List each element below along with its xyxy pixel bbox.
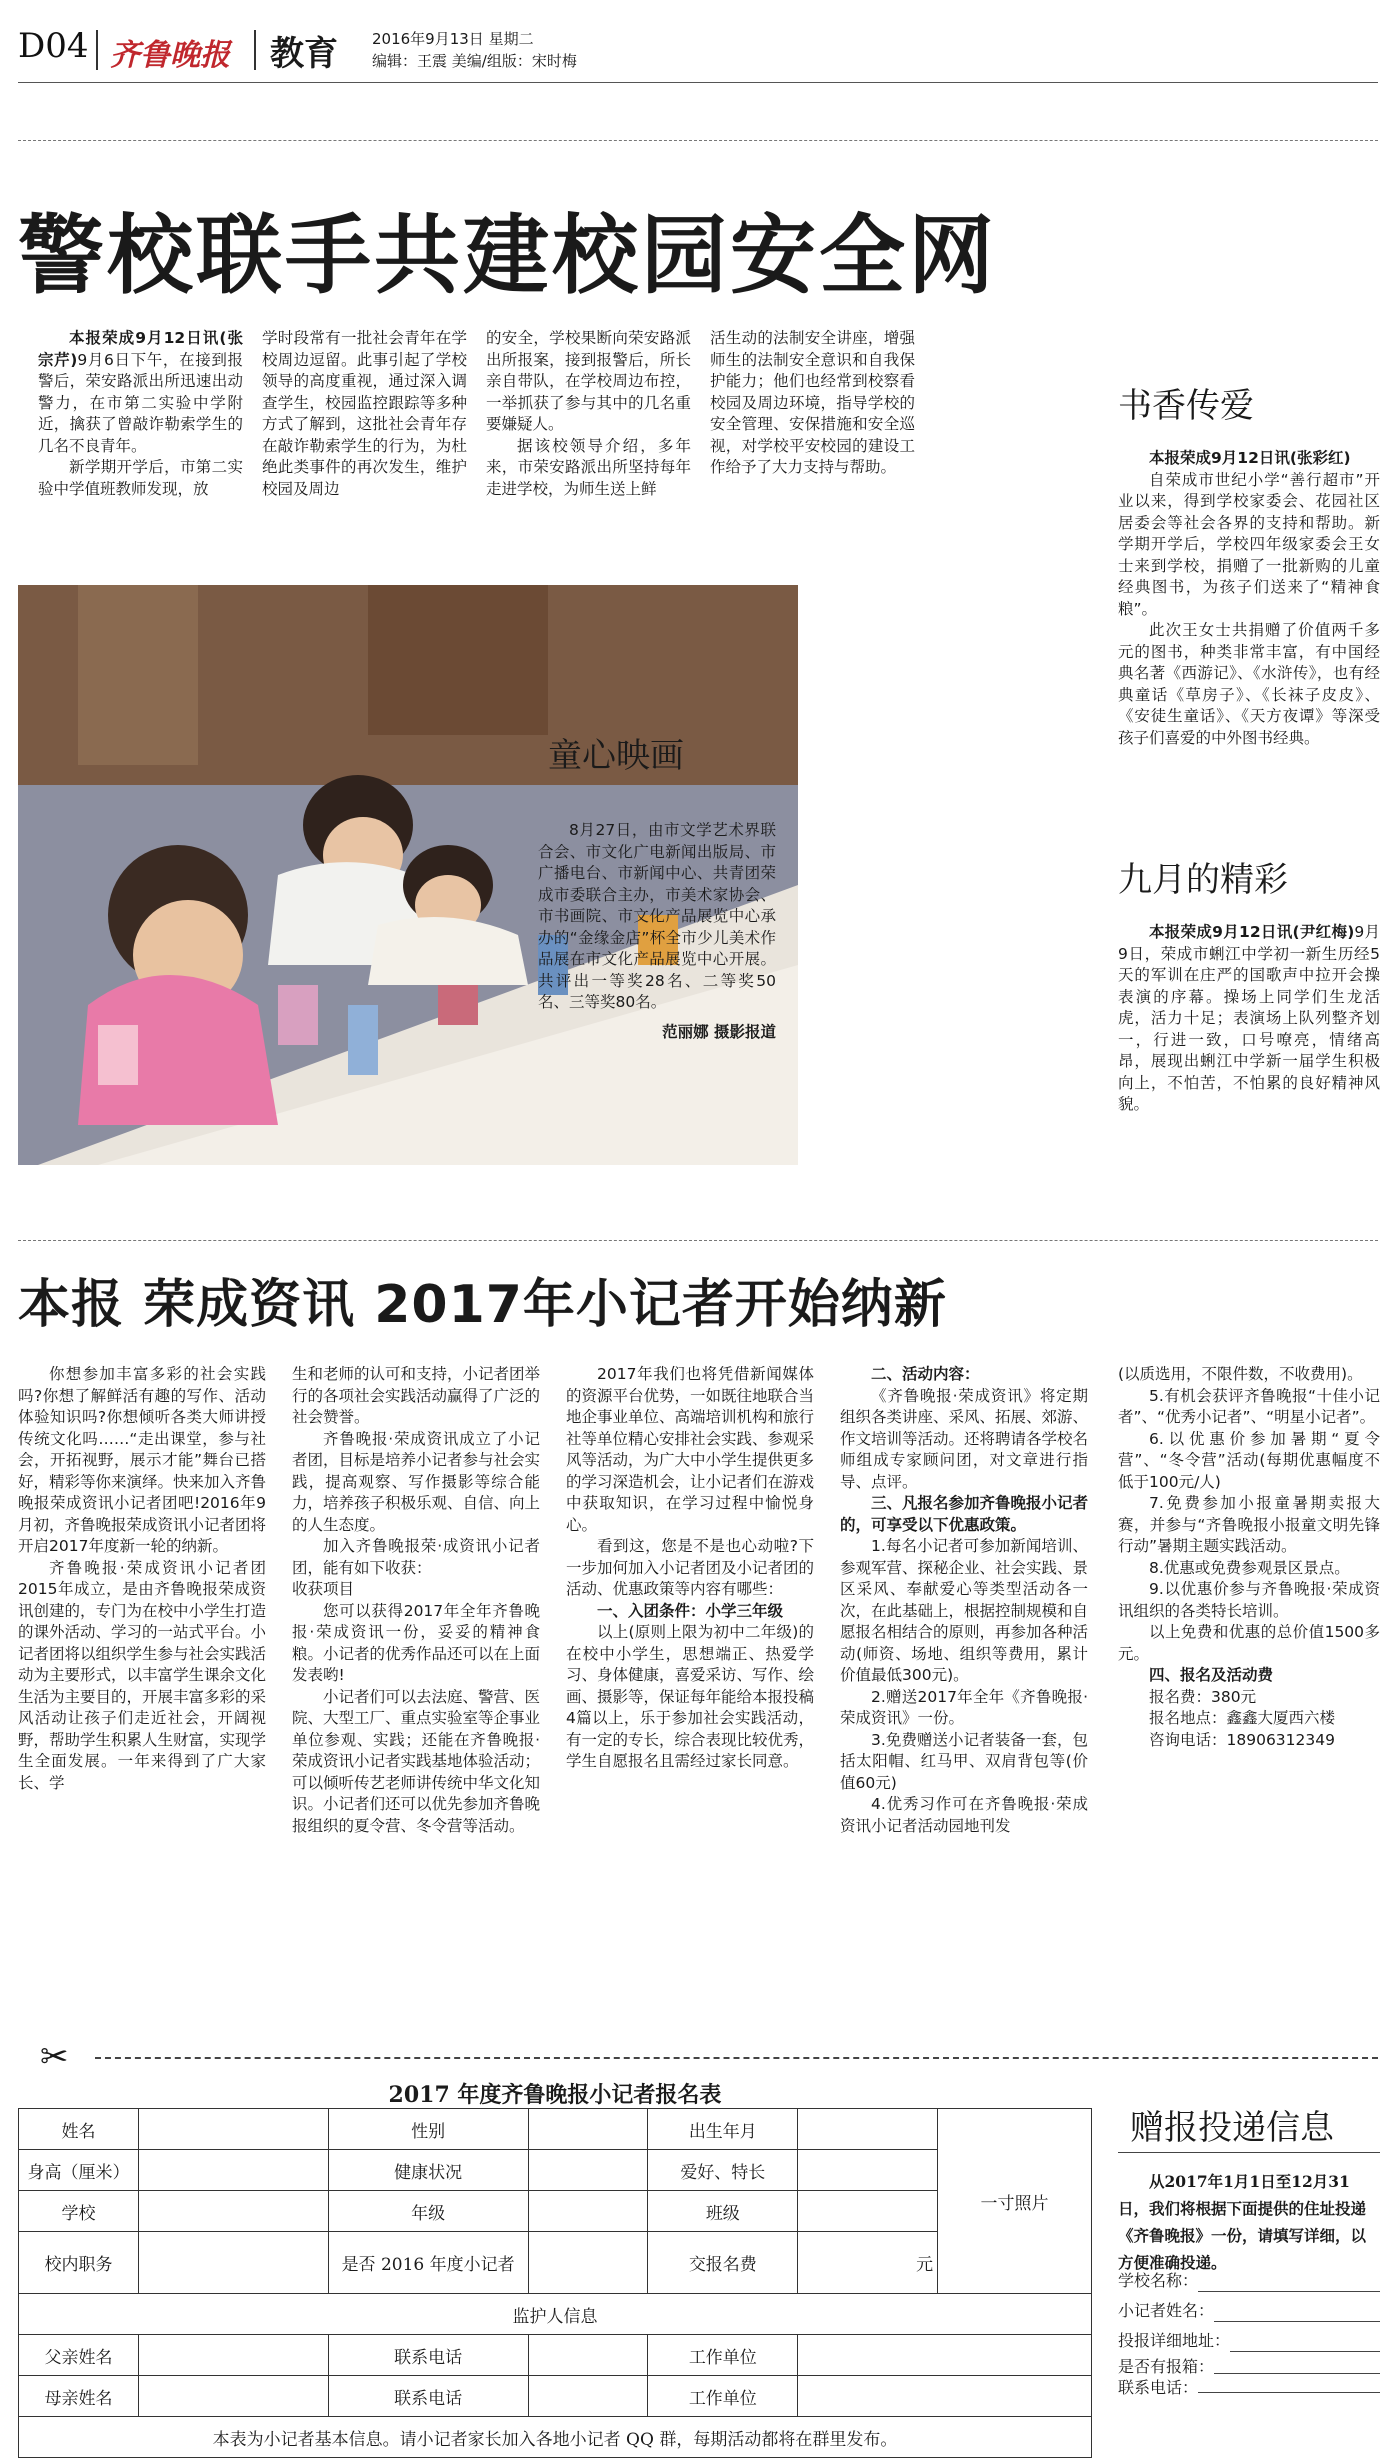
paragraph: 以上免费和优惠的总价值1500多元。 [1118, 1623, 1380, 1663]
paragraph: 9月6日下午，在接到报警后，荣安路派出所迅速出动警力，在市第二实验中学附近，擒获了曾敲诈勒索学生的几名不良青年。 [38, 350, 243, 455]
fee-field[interactable] [798, 2232, 938, 2294]
divider [96, 30, 98, 70]
father-field[interactable] [138, 2335, 328, 2376]
paragraph: 活生动的法制安全讲座，增强师生的法制安全意识和自我保护能力；他们也经常到校察看校园及周边环境，指导学校的安全管理、安保措施和安全巡视，对学校平安校园的建设工作给予了大力支持与帮助。 [710, 329, 915, 476]
form-label: 年级 [328, 2191, 528, 2232]
form-label: 校内职务 [19, 2232, 139, 2294]
paragraph: 咨询电话：18906312349 [1149, 1730, 1335, 1749]
form-label: 父亲姓名 [19, 2335, 139, 2376]
paragraph: 以上(原则上限为初中二年级)的在校中小学生，思想端正、热爱学习、身体健康，喜爱采访、写作、绘画、摄影等，保证每年能给本报投稿4篇以上，乐于参加社会实践活动，有一定的专长，综合表现比较优秀，学生自愿报名且需经过家长同意。 [566, 1623, 815, 1770]
paragraph: 3.免费赠送小记者装备一套，包括太阳帽、红马甲、双肩背包等(价值60元) [840, 1730, 1088, 1792]
paragraph: 小记者们可以去法庭、警营、医院、大型工厂、重点实验室等企事业单位参观、实践；还能在齐鲁晚报·荣成资讯小记者实践基地体验活动；可以倾听传艺老师讲传统中华文化知识。小记者们还可以优先参加齐鲁晚报组织的夏令营、冬令营等活动。 [292, 1687, 541, 1835]
father-phone-field[interactable] [528, 2335, 648, 2376]
address-field[interactable] [1118, 2328, 1380, 2354]
paragraph: 8月27日，由市文学艺术界联合会、市文化广电新闻出版局、市广播电台、市新闻中心、共青团荣成市委联合主办，市美术家协会、市书画院、市文化产品展览中心承办的“金缘金店”杯全市少儿美术作品展在市文化产品展览中心开展。共评出一等奖28名、二等奖50名、三等奖80名。 [538, 821, 776, 1011]
article5-col1 [18, 1364, 266, 1794]
subheading: 一、入团条件：小学三年级 [597, 1601, 784, 1620]
form-label: 姓名 [19, 2109, 139, 2150]
paragraph: 8.优惠或免费参观景区景点。 [1149, 1558, 1350, 1577]
name-field[interactable] [138, 2109, 328, 2150]
form-title: 2017 年度齐鲁晚报小记者报名表 [388, 2082, 722, 2108]
paragraph: 你想参加丰富多彩的社会实践吗?你想了解鲜活有趣的写作、活动体验知识吗?你想倾听各类大师讲授传统文化吗……“走出课堂，参与社会，开拓视野，展示才能”舞台已搭好，精彩等你来演绎。快来加入齐鲁晚报荣成资讯小记者团吧!2016年9月初，齐鲁晚报荣成资讯小记者团将开启2017年度新一轮的纳新。 [18, 1365, 267, 1555]
paragraph: 据该校领导介绍，多年来，市荣安路派出所坚持每年走进学校，为师生送上鲜 [486, 436, 691, 498]
father-work-field[interactable] [798, 2335, 1092, 2376]
height-field[interactable] [138, 2150, 328, 2191]
school-name-field[interactable] [1118, 2268, 1380, 2294]
form-label: 联系电话 [328, 2376, 528, 2417]
header-rule [18, 82, 1378, 83]
article5-col5 [1118, 1364, 1380, 1751]
paragraph: 收获项目 [292, 1580, 355, 1598]
form-label: 工作单位 [648, 2376, 798, 2417]
field-label: 联系电话： [1118, 2378, 1199, 2397]
form-label: 爱好、特长 [648, 2150, 798, 2191]
field-label: 小记者姓名： [1118, 2301, 1215, 2320]
article-headline: 本报 荣成资讯 2017年小记者开始纳新 [18, 1275, 947, 1335]
article-headline: 警校联手共建校园安全网 [18, 206, 997, 306]
form-label: 学校 [19, 2191, 139, 2232]
dateline: 本报荣成9月12日讯(张宗芹) [38, 329, 243, 369]
dateline: 本报荣成9月12日讯(尹红梅) [1149, 923, 1355, 941]
article-title: 书香传爱 [1118, 386, 1254, 426]
article1-col2 [262, 328, 467, 500]
article-title: 童心映画 [548, 736, 684, 776]
paragraph: 齐鲁晚报·荣成资讯小记者团2015年成立，是由齐鲁晚报荣成资讯创建的，专门为在校中小学生打造的课外活动、学习的一站式平台。小记者团将以组织学生参与社会实践活动为主要形式，以丰富学生课余文化生活为主要目的，开展丰富多彩的采风活动让孩子们走近社会，开阔视野，帮助学生积累人生财富，实现学生全面发展。一年来得到了广大家长、学 [18, 1558, 267, 1792]
form-label: 健康状况 [328, 2150, 528, 2191]
paragraph: (以质选用，不限件数，不收费用)。 [1118, 1365, 1363, 1383]
field-label: 投报详细地址： [1118, 2331, 1231, 2350]
phone-field[interactable] [1118, 2375, 1380, 2395]
form-label: 班级 [648, 2191, 798, 2232]
mother-phone-field[interactable] [528, 2376, 648, 2417]
class-field[interactable] [798, 2191, 938, 2232]
paragraph: 报名地点：鑫鑫大厦西六楼 [1149, 1709, 1336, 1727]
health-field[interactable] [528, 2150, 648, 2191]
grade-field[interactable] [528, 2191, 648, 2232]
paragraph: 5.有机会获评齐鲁晚报“十佳小记者”、“优秀小记者”、“明星小记者”。 [1118, 1386, 1380, 1426]
paragraph: 9月9日，荣成市蜊江中学初一新生历经5天的军训在庄严的国歌声中拉开会操表演的序幕。操场上同学们生龙活虎，活力十足；表演场上队列整齐划一，行进一致，口号嘹亮，情绪高昂，展现出蜊江中学新一届学生积极向上，不怕苦，不怕累的良好精神风貌。 [1118, 923, 1380, 1113]
subheading: 四、报名及活动费 [1149, 1666, 1274, 1684]
form-label: 身高（厘米） [19, 2150, 139, 2191]
paragraph: 1.每名小记者可参加新闻培训、参观军营、探秘企业、社会实践、景区采风、奉献爱心等类型活动各一次，在此基础上，根据控制规模和自愿报名相结合的原则，再参加各种活动(师资、场地、组织等费用，累计价值最低300元)。 [840, 1537, 1089, 1684]
photo-credit: 范丽娜 摄影报道 [662, 1022, 776, 1041]
form-label: 交报名费 [648, 2232, 798, 2294]
article1-col1 [38, 328, 243, 500]
editor-credit: 编辑：王震 美编/组版：宋时梅 [372, 52, 577, 70]
form-label: 联系电话 [328, 2335, 528, 2376]
field-label: 是否有报箱： [1118, 2357, 1215, 2376]
registration-form [18, 2108, 1092, 2458]
paragraph: 此次王女士共捐赠了价值两千多元的图书，种类非常丰富，有中国经典名著《西游记》、《水浒传》，也有经典童话《草房子》、《长袜子皮皮》、《安徒生童话》、《天方夜谭》等深受孩子们喜爱的中外图书经典。 [1118, 621, 1380, 747]
paragraph: 7.免费参加小报童暑期卖报大赛，并参与“齐鲁晚报小报童文明先锋行动”暑期主题实践活动。 [1118, 1494, 1380, 1555]
section-divider [18, 1240, 1378, 1241]
yuan-label: 元 [916, 2255, 934, 2275]
section-title: 教育 [270, 34, 338, 74]
paragraph: 齐鲁晚报·荣成资讯成立了小记者团，目标是培养小记者参与社会实践，提高观察、写作摄影等综合能力，培养孩子积极乐观、自信、向上的人生态度。 [292, 1429, 541, 1534]
article5-col3 [566, 1364, 814, 1773]
subheading: 二、活动内容： [871, 1365, 980, 1383]
article4-body [1118, 922, 1380, 1116]
paragraph: 6.以优惠价参加暑期“夏令营”、“冬令营”活动(每期优惠幅度不低于100元/人) [1118, 1429, 1380, 1491]
mail-title: 赠报投递信息 [1130, 2108, 1334, 2148]
paragraph: 9.以优惠价参与齐鲁晚报·荣成资讯组织的各类特长培训。 [1118, 1580, 1380, 1620]
article2-body [1118, 448, 1380, 749]
hobby-field[interactable] [798, 2150, 938, 2191]
reporter-name-field[interactable] [1118, 2298, 1380, 2324]
cut-line [95, 2057, 1378, 2059]
paragraph: 看到这，您是不是也心动啦?下一步加何加入小记者团及小记者团的活动、优惠政策等内容有哪些： [566, 1537, 815, 1598]
post-field[interactable] [138, 2232, 328, 2294]
form-label: 是否 2016 年度小记者 [328, 2232, 528, 2294]
gender-field[interactable] [528, 2109, 648, 2150]
divider [254, 30, 256, 70]
paper-logo: 齐鲁晚报 [110, 38, 230, 73]
scissors-icon: ✂ [40, 2037, 69, 2077]
photo-box[interactable]: 一寸照片 [938, 2109, 1092, 2294]
paragraph: 自荣成市世纪小学“善行超市”开业以来，得到学校家委会、花园社区居委会等社会各界的支持和帮助。新学期开学后，学校四年级家委会王女士来到学校，捐赠了一批新购的儿童经典图书，为孩子们送来了“精神食粮”。 [1118, 470, 1380, 618]
paragraph: 2.赠送2017年全年《齐鲁晚报·荣成资讯》一份。 [840, 1687, 1088, 1727]
is2016-field[interactable] [528, 2232, 648, 2294]
guardian-header: 监护人信息 [19, 2294, 1092, 2335]
form-note: 本表为小记者基本信息。请小记者家长加入各地小记者 QQ 群，每期活动都将在群里发布。 [19, 2417, 1092, 2458]
paragraph: 您可以获得2017年全年齐鲁晚报·荣成资讯一份，妥妥的精神食粮。小记者的优秀作品还可以在上面发表哟! [292, 1601, 541, 1684]
mother-field[interactable] [138, 2376, 328, 2417]
form-label: 出生年月 [648, 2109, 798, 2150]
subheading: 三、凡报名参加齐鲁晚报小记者的，可享受以下优惠政策。 [840, 1494, 1089, 1534]
mother-work-field[interactable] [798, 2376, 1092, 2417]
school-field[interactable] [138, 2191, 328, 2232]
form-label: 母亲姓名 [19, 2376, 139, 2417]
paragraph: 学时段常有一批社会青年在学校周边逗留。此事引起了学校领导的高度重视，通过深入调查学生，校园监控跟踪等多种方式了解到，这批社会青年存在敲诈勒索学生的行为，为杜绝此类事件的再次发生，维护校园及周边 [262, 329, 467, 498]
header-dash [18, 140, 1378, 141]
article1-col3 [486, 328, 691, 500]
form-label: 工作单位 [648, 2335, 798, 2376]
paragraph: 4.优秀习作可在齐鲁晚报·荣成资讯小记者活动园地刊发 [840, 1795, 1088, 1835]
paragraph: 新学期开学后，市第二实验中学值班教师发现，放 [38, 458, 243, 498]
article1-col4 [710, 328, 915, 479]
paragraph: 《齐鲁晚报·荣成资讯》将定期组织各类讲座、采风、拓展、郊游、作文培训等活动。还将聘请各学校名师组成专家顾问团，对文章进行指导、点评。 [840, 1386, 1089, 1491]
article3-body [538, 820, 776, 1043]
article5-col4 [840, 1364, 1088, 1837]
field-label: 学校名称： [1118, 2271, 1199, 2290]
issue-date: 2016年9月13日 星期二 [372, 30, 534, 48]
paragraph: 2017年我们也将凭借新闻媒体的资源平台优势，一如既往地联合当地企事业单位、高端培训机构和旅行社等单位精心安排社会实践、参观采风等活动，为广大中小学生提供更多的学习深造机会，让小记者们在游戏中获取知识，在学习过程中愉悦身心。 [566, 1365, 815, 1534]
mail-rule [1118, 2152, 1380, 2153]
mail-body [1118, 2168, 1380, 2276]
paragraph: 生和老师的认可和支持，小记者团举行的各项社会实践活动赢得了广泛的社会赞誉。 [292, 1365, 541, 1426]
page-number: D04 [18, 26, 89, 66]
paragraph: 加入齐鲁晚报荣·成资讯小记者团，能有如下收获： [292, 1537, 540, 1577]
paragraph: 从2017年1月1日至12月31日，我们将根据下面提供的住址投递《齐鲁晚报》一份，请填写详细，以方便准确投递。 [1118, 2172, 1367, 2272]
dateline: 本报荣成9月12日讯(张彩红) [1149, 449, 1351, 467]
paragraph: 的安全，学校果断向荣安路派出所报案，接到报警后，所长亲自带队，在学校周边布控，一举抓获了参与其中的几名重要嫌疑人。 [486, 329, 691, 433]
birth-field[interactable] [798, 2109, 938, 2150]
article5-col2 [292, 1364, 540, 1837]
mailbox-field[interactable] [1118, 2354, 1380, 2376]
article-title: 九月的精彩 [1118, 860, 1288, 900]
form-label: 性别 [328, 2109, 528, 2150]
paragraph: 报名费：380元 [1149, 1687, 1257, 1706]
